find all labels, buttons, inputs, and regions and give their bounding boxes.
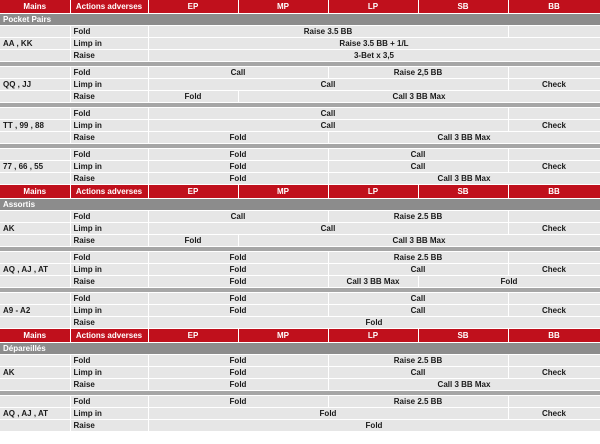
response-cell: Fold (148, 252, 328, 264)
response-cell: Check (508, 223, 600, 235)
table-row (0, 408, 600, 420)
hand-cell (0, 276, 70, 288)
response-cell: Fold (148, 91, 238, 103)
hand-cell: QQ , JJ (0, 79, 70, 91)
hand-cell (0, 396, 70, 408)
action-cell: Fold (70, 293, 148, 305)
header-cell: LP (328, 0, 418, 14)
response-cell: Fold (148, 173, 328, 185)
response-cell: Call 3 BB Max (238, 91, 600, 103)
table-row (0, 149, 600, 161)
response-cell: Call (328, 264, 508, 276)
header-cell: BB (508, 329, 600, 343)
table-row (0, 379, 600, 391)
action-cell: Limp in (70, 38, 148, 50)
hand-cell (0, 317, 70, 329)
hand-cell: AQ , AJ , AT (0, 264, 70, 276)
hand-cell: TT , 99 , 88 (0, 120, 70, 132)
response-cell: Fold (148, 264, 328, 276)
hand-cell: A9 - A2 (0, 305, 70, 317)
action-cell: Limp in (70, 305, 148, 317)
response-cell: Check (508, 120, 600, 132)
response-cell: Fold (148, 408, 508, 420)
header-cell: LP (328, 185, 418, 199)
hand-cell (0, 355, 70, 367)
action-cell: Raise (70, 317, 148, 329)
table-row (0, 91, 600, 103)
hand-cell (0, 91, 70, 103)
table-row (0, 235, 600, 247)
action-cell: Limp in (70, 120, 148, 132)
header-cell: MP (238, 185, 328, 199)
hand-cell: 77 , 66 , 55 (0, 161, 70, 173)
action-cell: Limp in (70, 161, 148, 173)
response-cell: Call (328, 305, 508, 317)
response-cell: Fold (148, 305, 328, 317)
response-cell: Fold (148, 396, 328, 408)
action-cell: Raise (70, 91, 148, 103)
action-cell: Limp in (70, 264, 148, 276)
response-cell (508, 252, 600, 264)
header-cell: SB (418, 329, 508, 343)
action-cell: Limp in (70, 367, 148, 379)
header-cell: EP (148, 185, 238, 199)
table-row (0, 161, 600, 173)
header-cell: Mains (0, 185, 70, 199)
hand-cell (0, 211, 70, 223)
action-cell: Fold (70, 252, 148, 264)
response-cell: Fold (148, 355, 328, 367)
header-cell: EP (148, 329, 238, 343)
table-row (0, 276, 600, 288)
section-title-row (0, 343, 600, 355)
action-cell: Limp in (70, 223, 148, 235)
hand-cell: AK (0, 367, 70, 379)
table-row (0, 367, 600, 379)
section-title: Dépareillés (0, 343, 600, 355)
table-row (0, 26, 600, 38)
response-cell: Fold (148, 276, 328, 288)
response-cell: Raise 3.5 BB + 1/L (148, 38, 600, 50)
header-cell: SB (418, 185, 508, 199)
action-cell: Raise (70, 235, 148, 247)
table-row (0, 223, 600, 235)
response-cell: Call (148, 223, 508, 235)
action-cell: Fold (70, 149, 148, 161)
response-cell: Fold (148, 420, 600, 432)
response-cell (508, 26, 600, 38)
response-cell: Call (328, 367, 508, 379)
response-cell: Raise 2,5 BB (328, 67, 508, 79)
response-cell: Call (328, 293, 508, 305)
response-cell: Fold (148, 161, 328, 173)
response-cell: Check (508, 367, 600, 379)
hand-cell (0, 26, 70, 38)
table-row (0, 396, 600, 408)
response-cell: Fold (148, 293, 328, 305)
response-cell: Fold (148, 367, 328, 379)
hand-cell (0, 50, 70, 62)
response-cell (508, 396, 600, 408)
action-cell: Raise (70, 50, 148, 62)
hand-cell (0, 67, 70, 79)
response-cell: Call (148, 67, 328, 79)
response-cell: Check (508, 79, 600, 91)
header-cell: Actions adverses (70, 0, 148, 14)
header-row (0, 0, 600, 14)
response-cell: Check (508, 264, 600, 276)
action-cell: Raise (70, 132, 148, 144)
action-cell: Raise (70, 420, 148, 432)
action-cell: Limp in (70, 408, 148, 420)
table-row (0, 293, 600, 305)
response-cell (508, 355, 600, 367)
hand-cell (0, 132, 70, 144)
response-cell: 3-Bet x 3,5 (148, 50, 600, 62)
action-cell: Raise (70, 276, 148, 288)
hand-cell (0, 420, 70, 432)
response-cell: Raise 3.5 BB (148, 26, 508, 38)
header-cell: SB (418, 0, 508, 14)
header-cell: Actions adverses (70, 329, 148, 343)
response-cell: Call (148, 108, 508, 120)
response-cell: Fold (148, 149, 328, 161)
table-row (0, 108, 600, 120)
response-cell: Call 3 BB Max (238, 235, 600, 247)
response-cell: Call 3 BB Max (328, 379, 600, 391)
table-row (0, 132, 600, 144)
header-cell: EP (148, 0, 238, 14)
response-cell: Call (328, 161, 508, 173)
action-cell: Raise (70, 379, 148, 391)
header-cell: Mains (0, 329, 70, 343)
action-cell: Fold (70, 211, 148, 223)
action-cell: Fold (70, 396, 148, 408)
response-cell: Raise 2.5 BB (328, 355, 508, 367)
table-row (0, 420, 600, 432)
hand-cell (0, 293, 70, 305)
section-title-row (0, 14, 600, 26)
response-cell: Check (508, 161, 600, 173)
header-row (0, 185, 600, 199)
hand-cell (0, 379, 70, 391)
table-row (0, 264, 600, 276)
response-cell: Check (508, 305, 600, 317)
table-row (0, 120, 600, 132)
hand-cell: AK (0, 223, 70, 235)
header-cell: BB (508, 0, 600, 14)
table-row (0, 211, 600, 223)
response-cell: Fold (418, 276, 600, 288)
header-cell: Actions adverses (70, 185, 148, 199)
table-row (0, 252, 600, 264)
action-cell: Limp in (70, 79, 148, 91)
response-cell (508, 67, 600, 79)
response-cell: Call (148, 211, 328, 223)
response-cell: Fold (148, 132, 328, 144)
response-cell (508, 149, 600, 161)
response-cell: Call 3 BB Max (328, 132, 600, 144)
table-row (0, 79, 600, 91)
response-cell: Fold (148, 317, 600, 329)
response-cell: Call (148, 120, 508, 132)
response-cell: Raise 2.5 BB (328, 252, 508, 264)
hand-cell (0, 173, 70, 185)
table-row (0, 305, 600, 317)
hand-cell (0, 252, 70, 264)
response-cell: Call 3 BB Max (328, 173, 600, 185)
response-cell: Raise 2.5 BB (328, 396, 508, 408)
response-cell: Fold (148, 235, 238, 247)
response-cell: Raise 2.5 BB (328, 211, 508, 223)
action-cell: Fold (70, 108, 148, 120)
action-cell: Fold (70, 355, 148, 367)
table-row (0, 67, 600, 79)
table-row (0, 173, 600, 185)
header-cell: MP (238, 329, 328, 343)
action-cell: Fold (70, 67, 148, 79)
response-cell: Call 3 BB Max (328, 276, 418, 288)
hand-cell (0, 235, 70, 247)
hand-cell (0, 149, 70, 161)
response-cell (508, 108, 600, 120)
hand-cell: AA , KK (0, 38, 70, 50)
hand-cell (0, 108, 70, 120)
table-row (0, 355, 600, 367)
response-cell: Call (148, 79, 508, 91)
table-row (0, 317, 600, 329)
header-cell: Mains (0, 0, 70, 14)
action-cell: Raise (70, 173, 148, 185)
response-cell (508, 293, 600, 305)
hand-cell: AQ , AJ , AT (0, 408, 70, 420)
action-cell: Fold (70, 26, 148, 38)
section-title: Assortis (0, 199, 600, 211)
response-cell: Call (328, 149, 508, 161)
header-row (0, 329, 600, 343)
header-cell: BB (508, 185, 600, 199)
header-cell: MP (238, 0, 328, 14)
header-cell: LP (328, 329, 418, 343)
response-cell: Check (508, 408, 600, 420)
section-title: Pocket Pairs (0, 14, 600, 26)
response-cell: Fold (148, 379, 328, 391)
response-cell (508, 211, 600, 223)
section-title-row (0, 199, 600, 211)
table-row (0, 38, 600, 50)
table-row (0, 50, 600, 62)
